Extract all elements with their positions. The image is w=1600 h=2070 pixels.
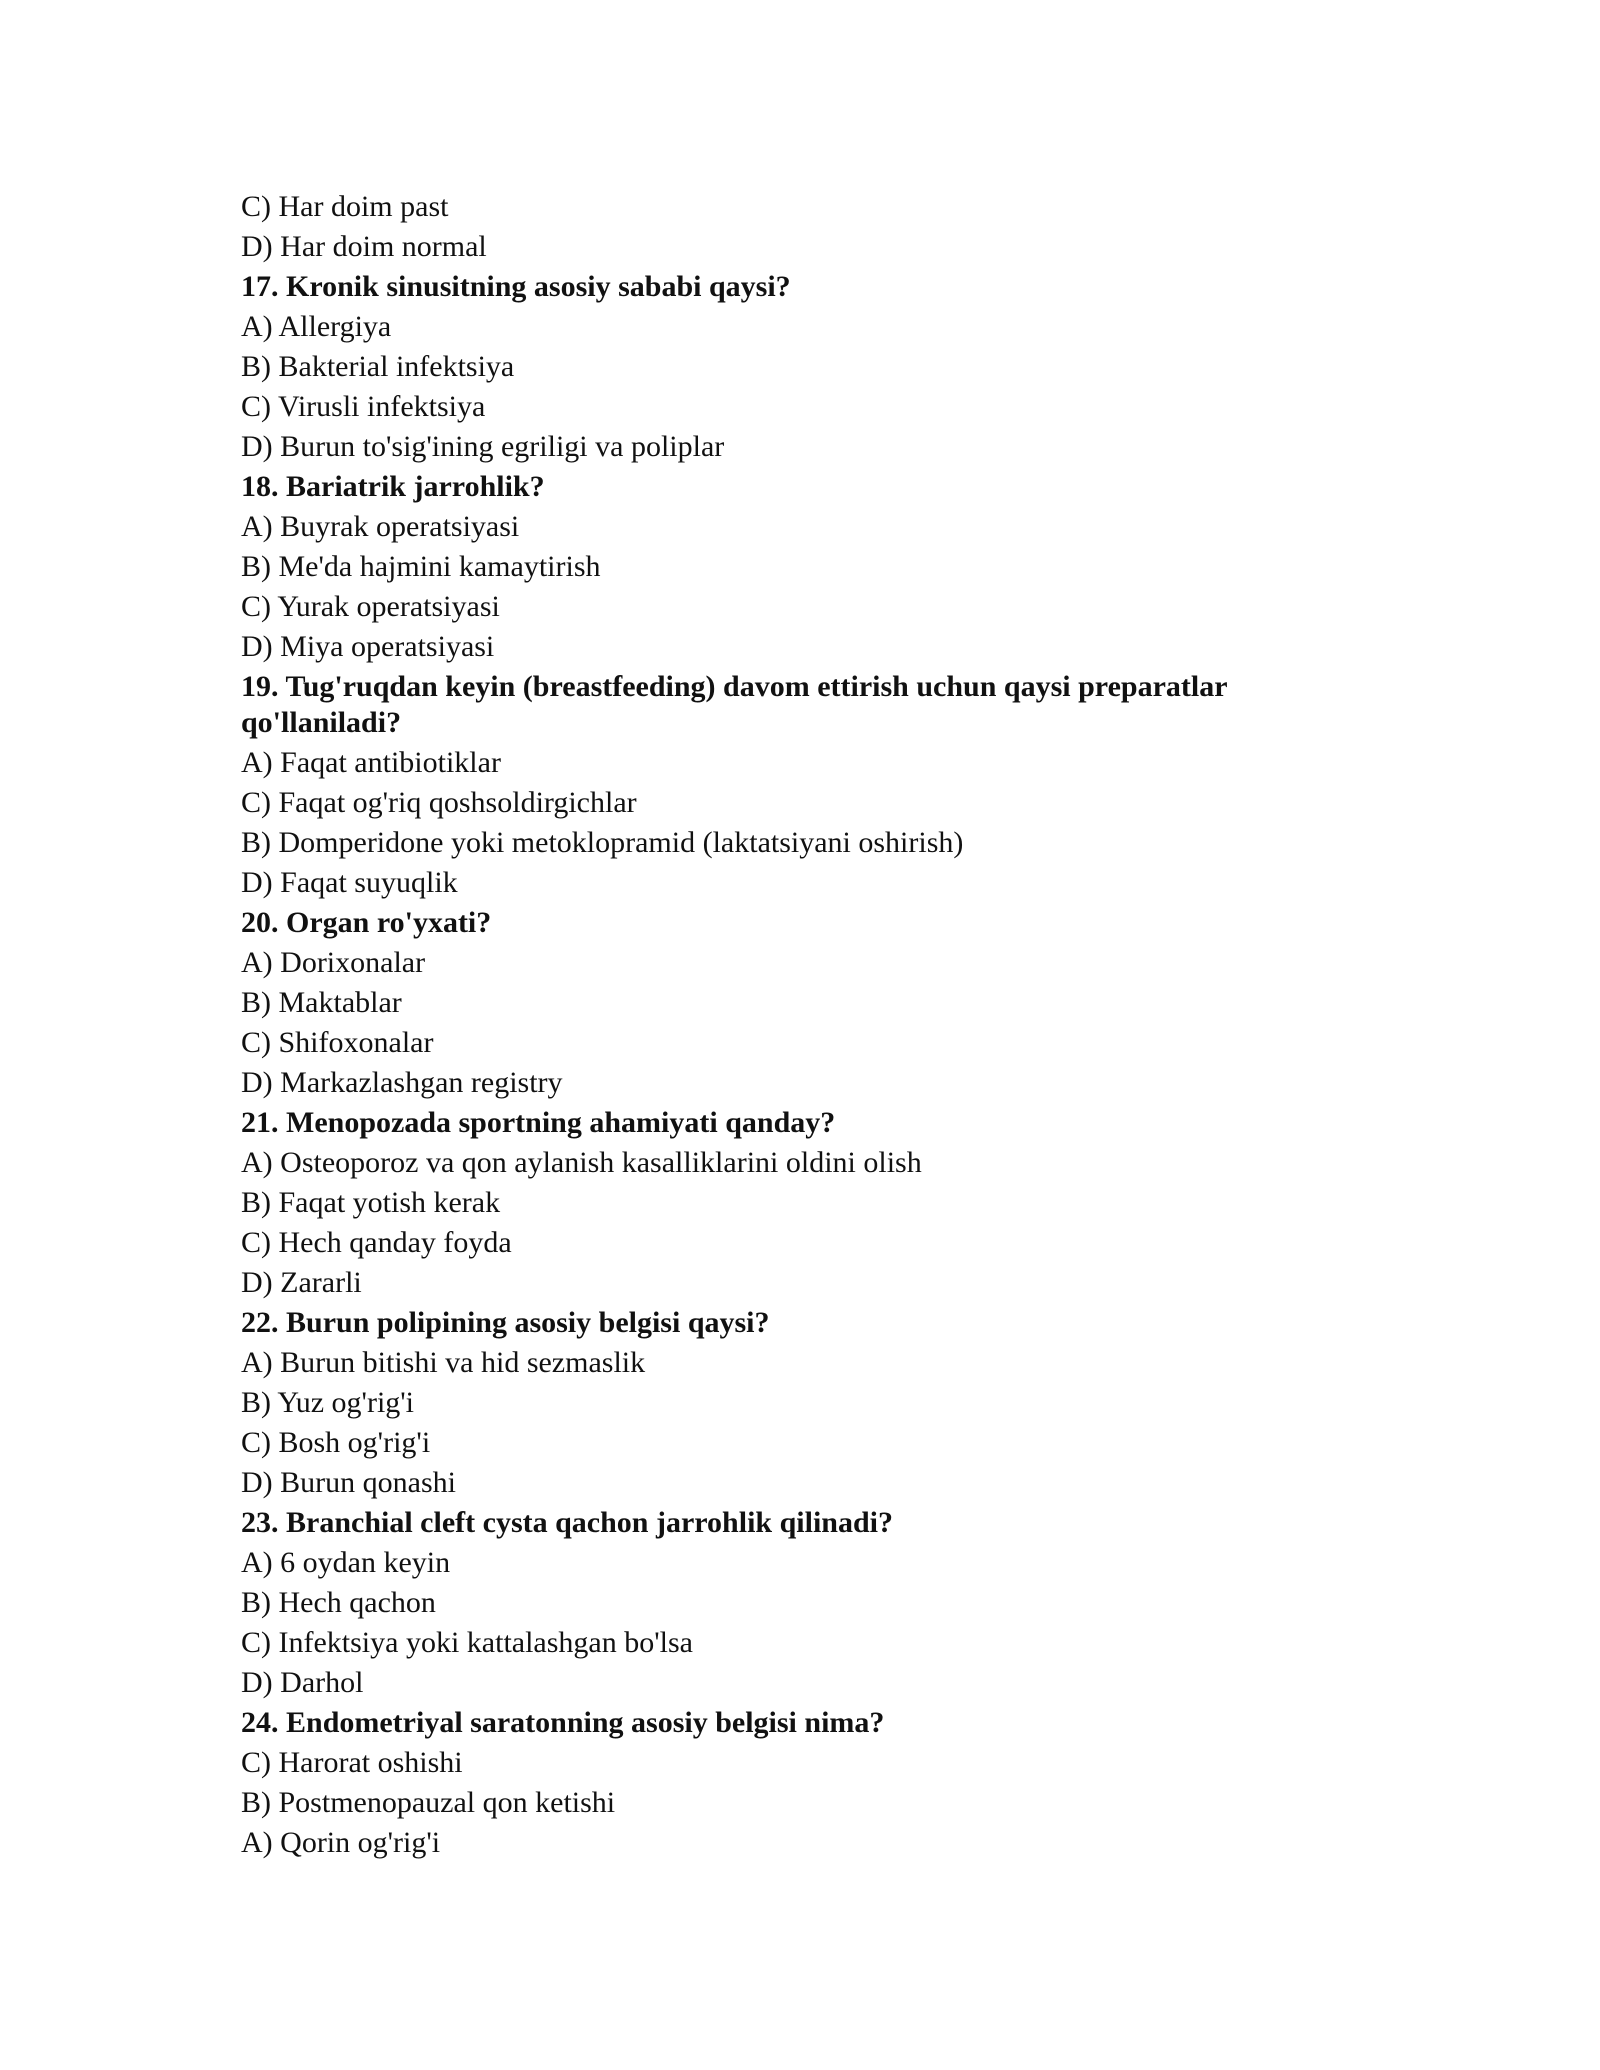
option-line: D) Burun to'sig'ining egriligi va poliplar [241, 430, 725, 463]
question-heading: 22. Burun polipining asosiy belgisi qaysi? [241, 1306, 770, 1339]
option-line: C) Yurak operatsiyasi [241, 590, 500, 623]
option-line: B) Me'da hajmini kamaytirish [241, 550, 601, 583]
option-line: B) Bakterial infektsiya [241, 350, 515, 383]
option-line: D) Zararli [241, 1266, 362, 1299]
option-line: C) Virusli infektsiya [241, 390, 486, 423]
option-line: C) Bosh og'rig'i [241, 1426, 431, 1459]
question-heading: 21. Menopozada sportning ahamiyati qanday? [241, 1106, 836, 1139]
option-line: B) Maktablar [241, 986, 402, 1019]
option-line: B) Hech qachon [241, 1586, 436, 1619]
option-line: C) Har doim past [241, 190, 449, 223]
option-line: C) Infektsiya yoki kattalashgan bo'lsa [241, 1626, 693, 1659]
option-line: C) Shifoxonalar [241, 1026, 434, 1059]
option-line: A) Allergiya [241, 310, 392, 343]
option-line: D) Miya operatsiyasi [241, 630, 495, 663]
option-line: C) Faqat og'riq qoshsoldirgichlar [241, 786, 637, 819]
option-line: D) Har doim normal [241, 230, 487, 263]
option-line: D) Faqat suyuqlik [241, 866, 458, 899]
question-heading: 20. Organ ro'yxati? [241, 906, 492, 939]
option-line: B) Postmenopauzal qon ketishi [241, 1786, 616, 1819]
option-line: B) Yuz og'rig'i [241, 1386, 415, 1419]
option-line: A) Dorixonalar [241, 946, 426, 979]
option-line: A) Buyrak operatsiyasi [241, 510, 520, 543]
option-line: A) Burun bitishi va hid sezmaslik [241, 1346, 646, 1379]
option-line: B) Domperidone yoki metoklopramid (laktatsiyani oshirish) [241, 826, 964, 859]
option-line: A) Osteoporoz va qon aylanish kasalliklarini oldini olish [241, 1146, 922, 1179]
question-heading: 19. Tug'ruqdan keyin (breastfeeding) davom ettirish uchun qaysi preparatlar qo'llaniladi? [241, 670, 1227, 739]
question-heading: 17. Kronik sinusitning asosiy sababi qaysi? [241, 270, 791, 303]
question-heading: 18. Bariatrik jarrohlik? [241, 470, 545, 503]
question-heading: 23. Branchial cleft cysta qachon jarrohlik qilinadi? [241, 1506, 893, 1539]
quiz-content [241, 187, 1361, 1863]
option-line: D) Markazlashgan registry [241, 1066, 563, 1099]
option-line: C) Harorat oshishi [241, 1746, 463, 1779]
question-heading: 24. Endometriyal saratonning asosiy belgisi nima? [241, 1706, 885, 1739]
option-line: D) Burun qonashi [241, 1466, 456, 1499]
option-line: A) Faqat antibiotiklar [241, 746, 501, 779]
option-line: B) Faqat yotish kerak [241, 1186, 501, 1219]
option-line: A) Qorin og'rig'i [241, 1826, 441, 1859]
option-line: D) Darhol [241, 1666, 364, 1699]
option-line: C) Hech qanday foyda [241, 1226, 512, 1259]
option-line: A) 6 oydan keyin [241, 1546, 451, 1579]
